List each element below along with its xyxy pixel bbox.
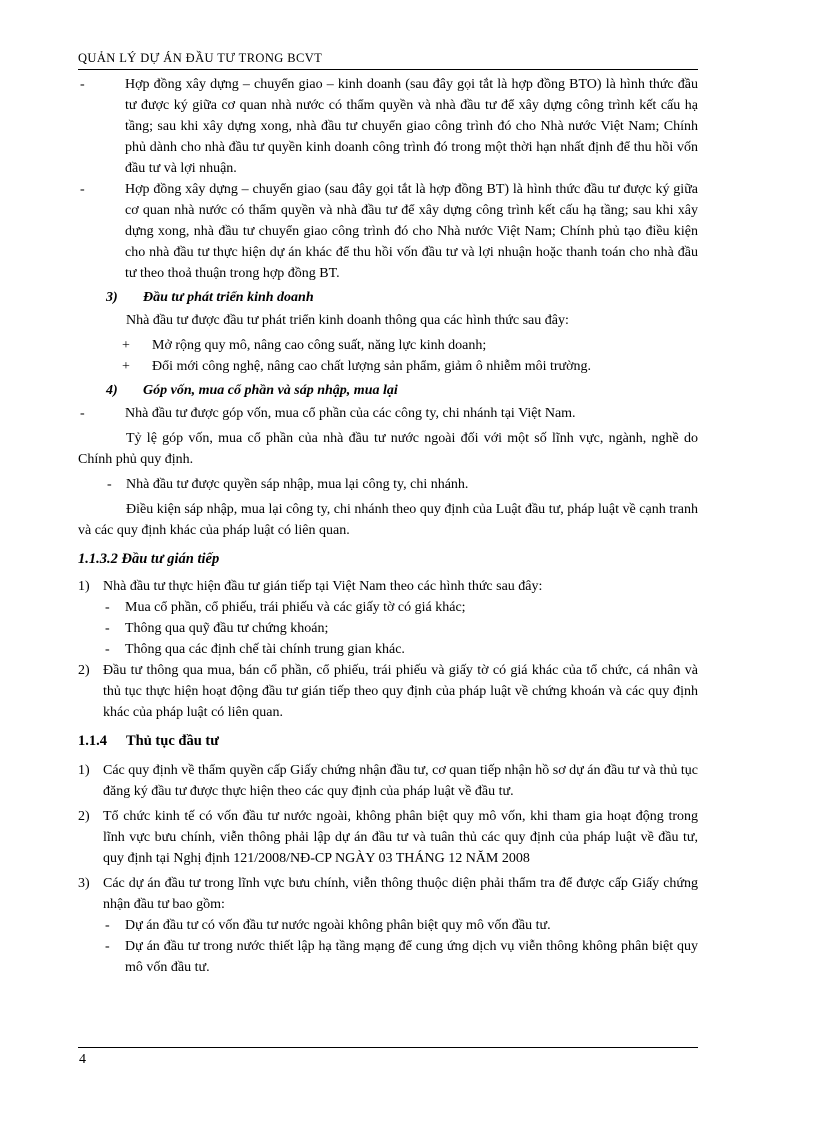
list-item-text: Thông qua quỹ đầu tư chứng khoán; — [125, 621, 329, 636]
list-marker: + — [122, 338, 130, 353]
subheading-marker: 4) — [106, 383, 118, 398]
numbered-item — [78, 873, 698, 915]
list-item-text: Mua cổ phần, cổ phiếu, trái phiếu và các giấy tờ có giá khác; — [125, 600, 466, 615]
page-number: 4 — [79, 1052, 86, 1067]
list-item-text: Nhà đầu tư được quyền sáp nhập, mua lại công ty, chi nhánh. — [126, 477, 469, 492]
list-marker: - — [105, 621, 110, 636]
numbered-item — [78, 576, 698, 597]
section-title: Thủ tục đầu tư — [126, 733, 219, 749]
list-item — [78, 179, 698, 284]
list-item — [78, 936, 698, 978]
list-item — [78, 356, 698, 377]
list-item-text: Hợp đồng xây dựng – chuyển giao (sau đây gọi tắt là hợp đồng BT) là hình thức đầu tư được ký giữa cơ quan nhà nước có thẩm quyền và nhà đầu tư để xây dựng công trình kết cấu hạ tầng; sau khi xây dựng xong, nhà đầu tư chuyển giao công trình đó cho Nhà nước Việt Nam; Chính phủ tạo điều kiện cho nhà đầu tư thực hiện dự án khác để thu hồi vốn đầu tư và lợi nhuận hoặc thanh toán cho nhà đầu tư theo thoả thuận trong hợp đồng BT. — [125, 182, 698, 281]
numbered-item — [78, 806, 698, 869]
list-item — [78, 618, 698, 639]
list-marker: - — [80, 406, 85, 421]
header-rule — [78, 69, 698, 70]
list-item — [78, 597, 698, 618]
running-header: QUẢN LÝ DỰ ÁN ĐẦU TƯ TRONG BCVT — [78, 51, 323, 65]
list-item — [78, 403, 698, 424]
list-item — [78, 74, 698, 179]
subheading-3 — [78, 287, 698, 308]
paragraph: Nhà đầu tư được đầu tư phát triển kinh doanh thông qua các hình thức sau đây: — [126, 313, 569, 328]
list-item-text: Đổi mới công nghệ, nâng cao chất lượng sản phẩm, giảm ô nhiễm môi trường. — [152, 359, 592, 374]
list-item-text: Đầu tư thông qua mua, bán cổ phần, cổ phiếu, trái phiếu và giấy tờ có giá khác của tổ chức, cá nhân và thủ tục thực hiện hoạt động đầu tư gián tiếp theo quy định của pháp luật về chứng khoán và các quy định khác của pháp luật có liên quan. — [103, 663, 698, 720]
paragraph: Điều kiện sáp nhập, mua lại công ty, chi nhánh theo quy định của Luật đầu tư, pháp luật về cạnh tranh và các quy định khác của pháp luật có liên quan. — [78, 502, 698, 538]
list-marker: - — [105, 642, 110, 657]
section-heading — [78, 731, 698, 752]
list-item-text: Các dự án đầu tư trong lĩnh vực bưu chính, viễn thông thuộc diện phải thẩm tra để được cấp Giấy chứng nhận đầu tư bao gồm: — [103, 876, 698, 912]
subheading-marker: 3) — [106, 290, 118, 305]
list-marker: - — [80, 77, 85, 92]
subheading-text: Đầu tư phát triển kinh doanh — [143, 290, 314, 305]
list-item-text: Dự án đầu tư trong nước thiết lập hạ tầng mạng để cung ứng dịch vụ viễn thông không phân biệt quy mô vốn đầu tư. — [125, 939, 698, 975]
list-marker: - — [80, 182, 85, 197]
numbered-item — [78, 760, 698, 802]
list-marker: - — [105, 600, 110, 615]
list-item — [78, 335, 698, 356]
list-marker: 3) — [78, 876, 90, 891]
list-marker: 1) — [78, 579, 90, 594]
list-marker: 2) — [78, 663, 90, 678]
section-number: 1.1.4 — [78, 733, 107, 749]
page-body — [78, 74, 698, 978]
list-item — [78, 639, 698, 660]
list-item-text: Thông qua các định chế tài chính trung gian khác. — [125, 642, 405, 657]
paragraph: Tỷ lệ góp vốn, mua cổ phần của nhà đầu tư nước ngoài đối với một số lĩnh vực, ngành, nghề do Chính phủ quy định. — [78, 431, 698, 467]
subheading-text: Góp vốn, mua cổ phần và sáp nhập, mua lại — [143, 383, 398, 398]
list-item-text: Nhà đầu tư được góp vốn, mua cổ phần của các công ty, chi nhánh tại Việt Nam. — [125, 406, 576, 421]
list-marker: - — [107, 477, 112, 492]
subheading-4 — [78, 380, 698, 401]
list-item — [78, 915, 698, 936]
list-marker: - — [105, 918, 110, 933]
list-item-text: Mở rộng quy mô, nâng cao công suất, năng lực kinh doanh; — [152, 338, 487, 353]
numbered-item — [78, 660, 698, 723]
list-marker: 2) — [78, 809, 90, 824]
list-item-text: Các quy định về thẩm quyền cấp Giấy chứng nhận đầu tư, cơ quan tiếp nhận hồ sơ dự án đầu tư và thủ tục đăng ký đầu tư được thực hiện theo các quy định của pháp luật về đầu tư. — [103, 763, 698, 799]
list-item — [78, 474, 698, 495]
list-marker: + — [122, 359, 130, 374]
list-item-text: Tổ chức kinh tế có vốn đầu tư nước ngoài, không phân biệt quy mô vốn, khi tham gia hoạt động trong lĩnh vực bưu chính, viễn thông phải lập dự án đầu tư và tuân thủ các quy định của pháp luật về đầu tư, quy định tại Nghị định 121/2008/NĐ-CP NGÀY 03 THÁNG 12 NĂM 2008 — [103, 809, 698, 866]
list-item-text: Nhà đầu tư thực hiện đầu tư gián tiếp tại Việt Nam theo các hình thức sau đây: — [103, 579, 543, 594]
footer-rule — [78, 1047, 698, 1048]
list-item-text: Dự án đầu tư có vốn đầu tư nước ngoài không phân biệt quy mô vốn đầu tư. — [125, 918, 551, 933]
list-marker: 1) — [78, 763, 90, 778]
list-marker: - — [105, 939, 110, 954]
section-heading: 1.1.3.2 Đầu tư gián tiếp — [78, 551, 220, 567]
list-item-text: Hợp đồng xây dựng – chuyển giao – kinh doanh (sau đây gọi tắt là hợp đồng BTO) là hình thức đầu tư được ký giữa cơ quan nhà nước có thẩm quyền và nhà đầu tư để xây dựng công trình kết cấu hạ tầng; sau khi xây dựng xong, nhà đầu tư chuyển giao công trình đó cho Nhà nước Việt Nam; Chính phủ dành cho nhà đầu tư quyền kinh doanh công trình đó trong một thời hạn nhất định để thu hồi vốn đầu tư và lợi nhuận. — [125, 77, 698, 176]
